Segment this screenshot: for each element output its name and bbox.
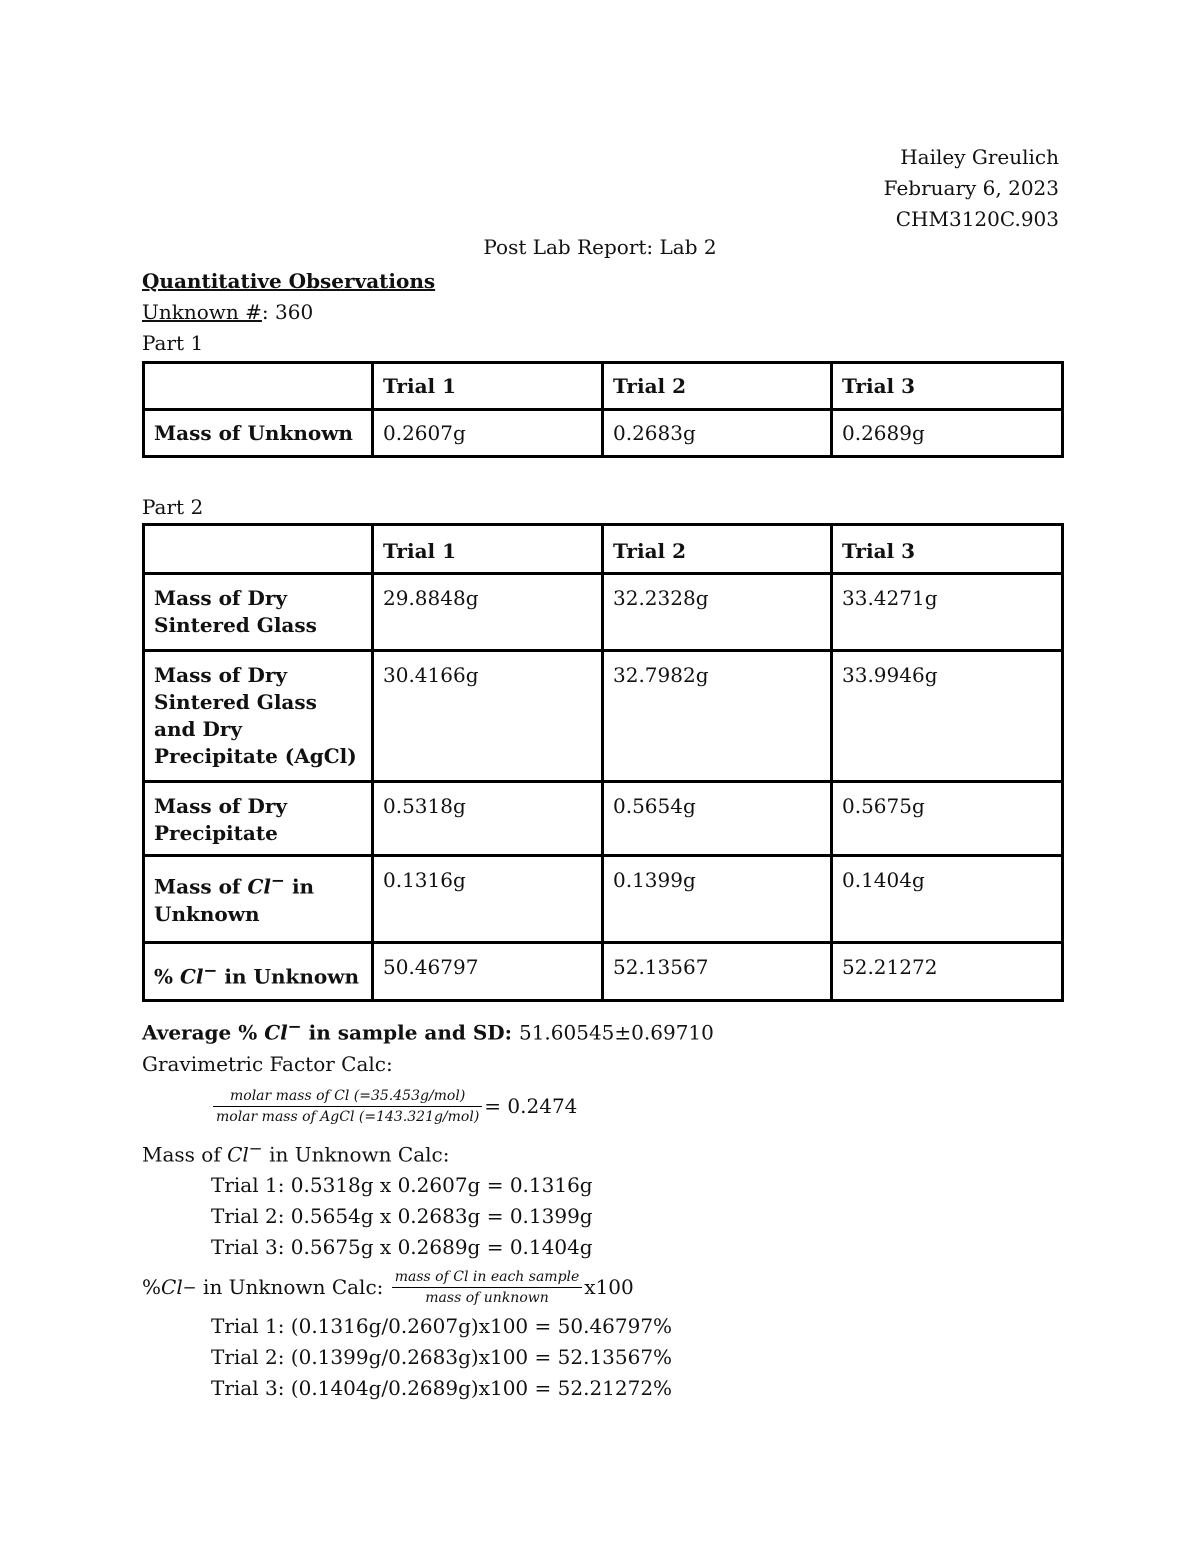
report-date: February 6, 2023 [883, 176, 1059, 200]
author-name: Hailey Greulich [900, 145, 1059, 169]
mass-calc-line: Trial 2: 0.5654g x 0.2683g = 0.1399g [211, 1204, 593, 1229]
average-line: Average % Cl− in sample and SD: 51.60545±0.69710 [142, 1016, 714, 1045]
table-row [144, 574, 1063, 651]
unknown-label: Unknown # [142, 300, 262, 324]
gravimetric-equation [142, 1080, 1062, 1133]
gravimetric-result: = 0.2474 [484, 1093, 578, 1118]
table-cell: 0.2689g [832, 410, 1063, 457]
table-header-row [144, 363, 1063, 410]
row-label: Mass of Dry Precipitate [144, 782, 373, 856]
average-value: 51.60545±0.69710 [518, 1020, 714, 1045]
percent-calc-line: Trial 2: (0.1399g/0.2683g)x100 = 52.13567% [211, 1345, 673, 1370]
table-row [144, 856, 1063, 943]
unknown-number-line [142, 297, 1062, 328]
table-header-cell: Trial 2 [603, 363, 832, 410]
row-label: % Cl− in Unknown [144, 943, 373, 1001]
unknown-value: : 360 [261, 300, 314, 324]
table-cell: 0.1404g [832, 856, 1063, 943]
report-title: Post Lab Report: Lab 2 [483, 235, 717, 259]
table-cell: 52.21272 [832, 943, 1063, 1001]
table-header-cell: Trial 3 [832, 363, 1063, 410]
course-code: CHM3120C.903 [895, 207, 1059, 231]
row-label: Mass of Unknown [144, 410, 373, 457]
table-cell: 50.46797 [373, 943, 603, 1001]
table-cell: 0.2683g [603, 410, 832, 457]
table-cell: 0.1316g [373, 856, 603, 943]
fraction-numerator: molar mass of Cl (=35.453g/mol) [213, 1088, 482, 1107]
percent-calc-label: % Cl − in Unknown Calc: $\frac{\text{mass of Cl in each sample}}{\text{mass of unknown}}$ x100 [142, 1268, 634, 1306]
table-cell: 33.9946g [832, 651, 1063, 782]
mass-calc-line: Trial 3: 0.5675g x 0.2689g = 0.1404g [211, 1235, 593, 1260]
table-cell: 32.2328g [603, 574, 832, 651]
gravimetric-fraction [213, 1088, 482, 1125]
table-header-cell: Trial 2 [603, 525, 832, 574]
table-row [144, 943, 1063, 1001]
table-row [144, 410, 1063, 457]
part2-table [142, 523, 1064, 1002]
table-header-cell: Trial 1 [373, 525, 603, 574]
table-cell: 0.5654g [603, 782, 832, 856]
row-label: Mass of Cl− in Unknown [144, 856, 373, 943]
report-header [884, 142, 1059, 235]
fraction-numerator: mass of Cl in each sample [392, 1269, 583, 1288]
table-cell: 0.2607g [373, 410, 603, 457]
gravimetric-label: Gravimetric Factor Calc: [142, 1051, 393, 1076]
mass-calc-line: Trial 1: 0.5318g x 0.2607g = 0.1316g [211, 1173, 593, 1198]
table-header-cell: Trial 1 [373, 363, 603, 410]
percent-calc-line: Trial 1: (0.1316g/0.2607g)x100 = 50.46797% [211, 1314, 673, 1339]
table-cell: 30.4166g [373, 651, 603, 782]
table-cell: 0.1399g [603, 856, 832, 943]
percent-fraction [392, 1269, 583, 1306]
table-row [144, 782, 1063, 856]
row-label: Mass of Dry Sintered Glass [144, 574, 373, 651]
table-cell: 32.7982g [603, 651, 832, 782]
part1-label: Part 1 [142, 331, 204, 355]
table-cell: 0.5318g [373, 782, 603, 856]
section-heading: Quantitative Observations [142, 269, 436, 293]
report-body [142, 266, 1062, 1404]
table-header-cell [144, 363, 373, 410]
table-header-row [144, 525, 1063, 574]
percent-calc-line: Trial 3: (0.1404g/0.2689g)x100 = 52.21272% [211, 1376, 673, 1401]
table-cell: 33.4271g [832, 574, 1063, 651]
table-row [144, 651, 1063, 782]
fraction-denominator: molar mass of AgCl (=143.321g/mol) [216, 1108, 480, 1125]
part1-table [142, 361, 1064, 458]
mass-calc-label: Mass of Cl− in Unknown Calc: [142, 1138, 450, 1167]
table-cell: 29.8848g [373, 574, 603, 651]
table-header-cell [144, 525, 373, 574]
row-label: Mass of Dry Sintered Glass and Dry Precipitate (AgCl) [144, 651, 373, 782]
table-cell: 52.13567 [603, 943, 832, 1001]
table-header-cell: Trial 3 [832, 525, 1063, 574]
part2-label: Part 2 [142, 495, 204, 519]
table-cell: 0.5675g [832, 782, 1063, 856]
fraction-denominator: mass of unknown [425, 1289, 549, 1306]
